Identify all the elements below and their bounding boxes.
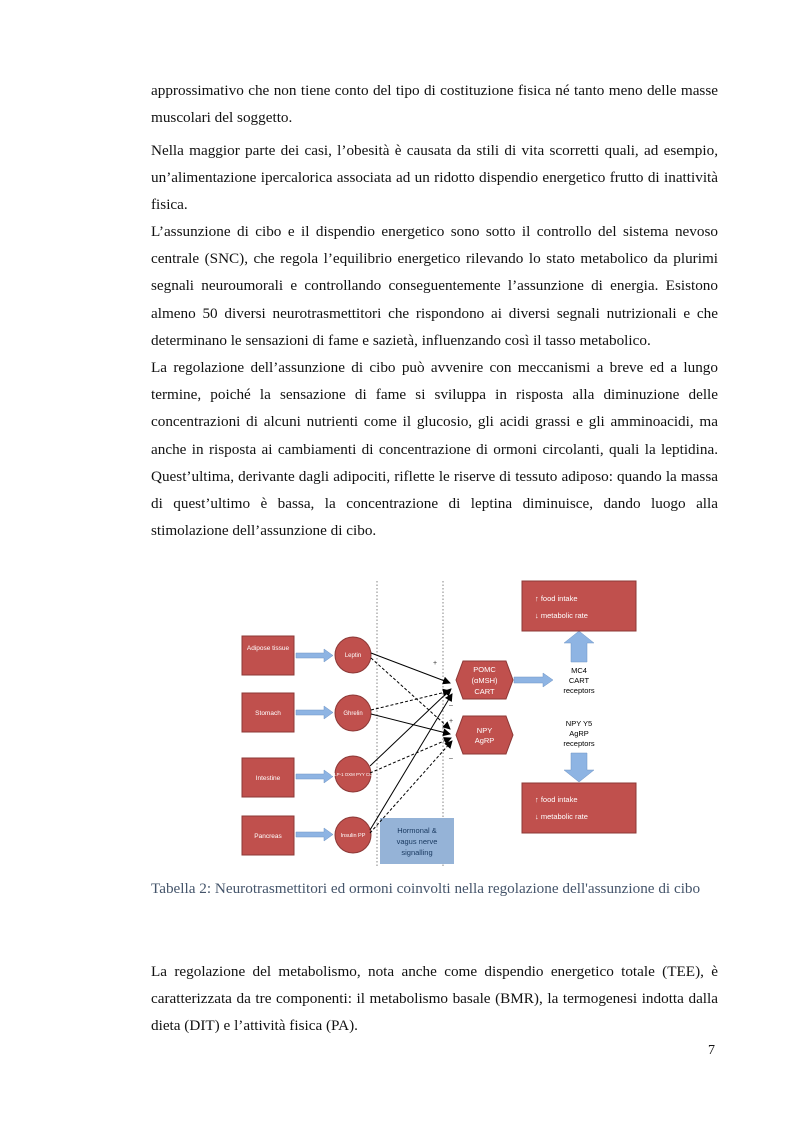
npy-down-arrow: [564, 753, 594, 782]
hormonal-vagus-box: [380, 818, 454, 864]
paragraph-3: L’assunzione di cibo e il dispendio energetico sono sotto il controllo del sistema nevoso centrale (SNC), che regola l’equilibrio energetico rilevando lo stato metabolico da plurimi segnali neuroumorali e controllando conseguentemente l’assunzione di energia. Esistono almeno 50 diversi neurotrasmettitori che rispondono ai diversi segnali nutrizionali e che determinano le sensazioni di fame e sazietà, influenzando così il tasso metabolico.: [151, 223, 718, 349]
glp1-to-npy-arrow: [370, 738, 451, 773]
organ-label: Pancreas: [254, 833, 282, 840]
outcome-top-food-intake: ↑ food intake: [535, 594, 578, 603]
organ-adipose-tissue: [242, 636, 294, 675]
pomc-line-2: (αMSH): [471, 676, 498, 685]
pomc-to-receptors-arrow: [514, 673, 553, 687]
hormone-to-neuron-arrows: [370, 653, 452, 833]
paragraph-4: La regolazione dell’assunzione di cibo può avvenire con meccanismi a breve ed a lungo termine, poiché la sensazione di fame si sviluppa in risposta alla diminuzione delle concentrazioni di alcuni nutrienti come il glucosio, gli acidi grassi e gli amminoacidi, ma anche in risposta ai cambiamenti di concentrazione di ormoni circolanti, quali la leptidina. Quest’ultima, derivante dagli adipociti, riflette le riserve di tessuto adiposo: quando la massa di quest’ultimo è bassa, la concentrazione di leptina diminuisce, dando luogo alla stimolazione dell’assunzione di cibo.: [151, 359, 718, 540]
outcome-top-metabolic-rate: ↓ metabolic rate: [535, 611, 588, 620]
blue-arrow: [296, 649, 333, 662]
organ-intestine: [242, 758, 294, 797]
organ-label: Adipose tissue: [246, 645, 290, 652]
sign-plus-top: +: [432, 660, 438, 667]
hormonal-box-line-2: vagus nerve: [396, 837, 438, 846]
mc4-receptors-line-3: receptors: [563, 686, 595, 695]
npy-neuron: [456, 716, 513, 754]
organ-pancreas: [242, 816, 294, 855]
sign-minus-bottom: –: [449, 755, 453, 762]
pomc-line-1: POMC: [473, 665, 496, 674]
organ-label: Stomach: [255, 710, 281, 717]
hormone-label: GLP-1 OXM PYY CCK: [330, 772, 376, 777]
organ-to-hormone-arrows: [296, 649, 333, 841]
hormone-leptin: [335, 637, 371, 673]
hormone-ghrelin: [335, 695, 371, 731]
npy-line-1: NPY: [476, 726, 493, 735]
hormone-label: Ghrelin: [343, 711, 363, 717]
figure-caption: Tabella 2: Neurotrasmettitori ed ormoni coinvolti nella regolazione dell'assunzione di cibo: [151, 880, 701, 897]
hormonal-box-line-3: signalling: [401, 848, 433, 857]
insulin-to-pomc-arrow: [370, 694, 452, 830]
npy-receptors-line-3: receptors: [563, 739, 595, 748]
hormone-label: Insulin PP: [340, 833, 366, 839]
npy-line-2: AgRP: [474, 736, 495, 745]
sign-plus-bottom: +: [448, 718, 454, 725]
hormone-glp1-oxm-pyy-cck: [331, 756, 375, 792]
mc4-receptors-line-2: CART: [568, 676, 590, 685]
organ-label: Intestine: [255, 775, 281, 782]
npy-receptors-line-1: NPY Y5: [565, 719, 593, 728]
mc4-up-arrow: [564, 631, 594, 662]
pomc-neuron: [456, 661, 513, 699]
pomc-line-3: CART: [474, 687, 495, 696]
paragraph-1: approssimativo che non tiene conto del tipo di costituzione fisica né tanto meno delle masse muscolari del soggetto.: [151, 82, 718, 127]
leptin-to-npy-arrow: [371, 658, 450, 729]
blue-arrow: [296, 828, 333, 841]
hormone-insulin-pp: [335, 817, 371, 853]
blue-arrow: [296, 770, 333, 783]
paragraph-2: Nella maggior parte dei casi, l’obesità è causata da stili di vita scorretti quali, ad esempio, un’alimentazione ipercalorica associata ad un ridotto dispendio energetico frutto di inattività fisica.: [151, 142, 718, 214]
outcome-box-top: [522, 581, 636, 631]
outcome-bottom-food-intake: ↑ food intake: [535, 795, 578, 804]
blue-arrow: [296, 706, 333, 719]
ghrelin-to-pomc-arrow: [371, 691, 450, 710]
hormone-label: Leptin: [344, 653, 362, 659]
organ-stomach: [242, 693, 294, 732]
neurohormonal-regulation-figure: [236, 576, 652, 870]
mc4-receptors-line-1: MC4: [571, 666, 587, 675]
outcome-box-bottom: [522, 783, 636, 833]
page-number: 7: [708, 1043, 715, 1058]
closing-paragraph: La regolazione del metabolismo, nota anche come dispendio energetico totale (TEE), è caratterizzata da tre componenti: il metabolismo basale (BMR), la termogenesi indotta dalla dieta (DIT) e l’attività fisica (PA).: [151, 963, 718, 1035]
sign-minus-top: –: [449, 702, 453, 709]
hormonal-box-line-1: Hormonal &: [397, 826, 437, 835]
npy-receptors-line-2: AgRP: [569, 729, 589, 738]
outcome-bottom-metabolic-rate: ↓ metabolic rate: [535, 812, 588, 821]
